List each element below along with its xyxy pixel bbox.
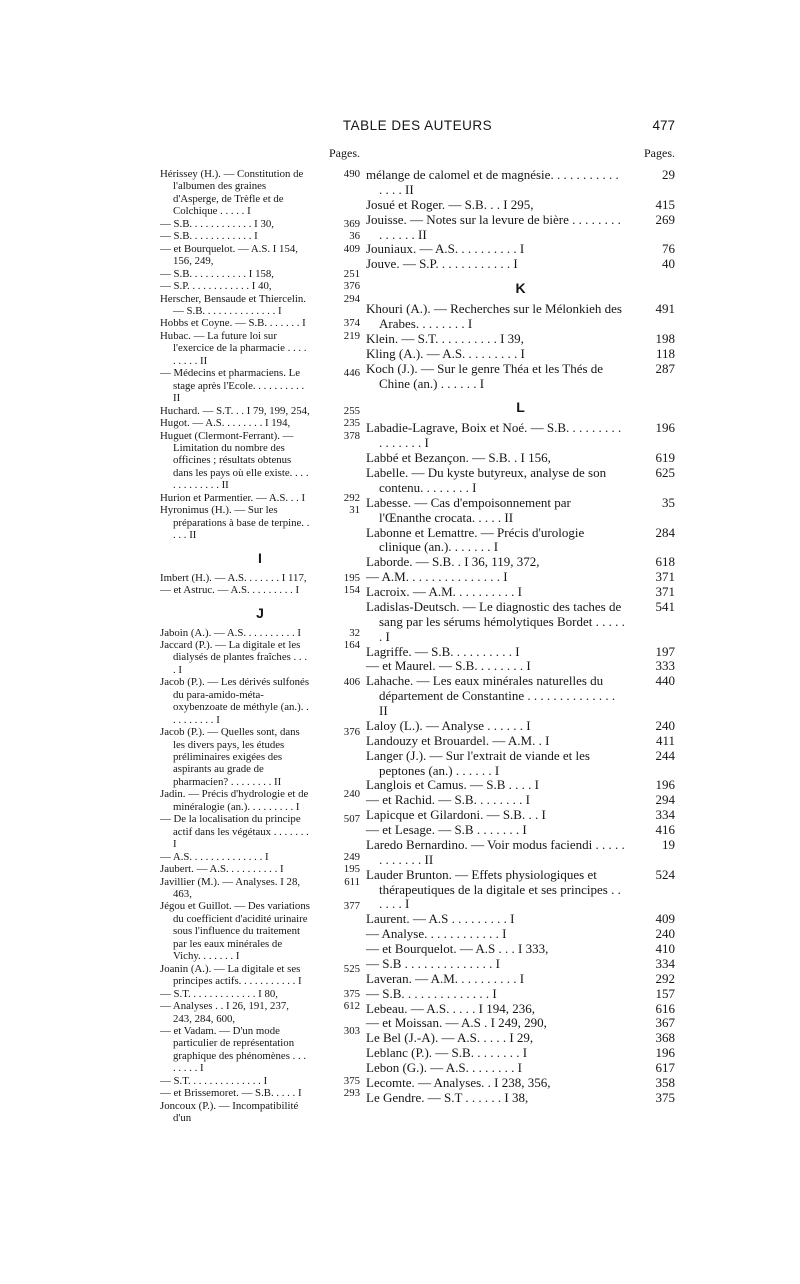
index-entry bbox=[160, 851, 360, 863]
entry-pages: 32 bbox=[349, 626, 360, 639]
entry-pages: 195 bbox=[343, 571, 360, 584]
index-entry bbox=[160, 863, 360, 875]
entry-text: Kling (A.). — A.S. . . . . . . . . I bbox=[366, 345, 525, 361]
index-entry bbox=[160, 280, 360, 292]
entry-pages: 376 bbox=[343, 726, 360, 739]
entry-pages: 617 bbox=[655, 1060, 675, 1075]
entry-pages: 378 bbox=[343, 429, 360, 442]
entry-text: Hérissey (H.). — Constitution de l'albumen des graines d'Asperge, de Trèfle et de Colchique . . . . . I bbox=[160, 168, 307, 218]
entry-pages: 611 bbox=[344, 875, 360, 888]
entry-pages: 411 bbox=[655, 732, 675, 748]
page-number: 477 bbox=[652, 118, 675, 133]
entry-pages: 409 bbox=[655, 911, 675, 927]
index-entry bbox=[160, 988, 360, 1000]
index-entry bbox=[366, 526, 675, 556]
index-entry bbox=[160, 963, 360, 988]
entry-pages: 240 bbox=[343, 788, 360, 801]
section-letter: L bbox=[516, 399, 525, 416]
entry-text: Hurion et Parmentier. — A.S. . . I bbox=[160, 491, 306, 504]
entry-text: Klein. — S.T. . . . . . . . . . I 39, bbox=[366, 330, 524, 346]
entry-text: Laredo Bernardino. — Voir modus faciendi . . . . . . . . . . . . II bbox=[366, 836, 628, 867]
entry-text: Joanin (A.). — La digitale et ses principes actifs. . . . . . . . . . . I bbox=[160, 962, 304, 988]
entry-pages: 374 bbox=[343, 317, 360, 330]
index-entry bbox=[160, 243, 360, 268]
entry-text: — S.B. . . . . . . . . . . . I 30, bbox=[160, 217, 274, 230]
index-entry bbox=[160, 900, 360, 962]
entry-pages: 416 bbox=[655, 822, 675, 837]
page-header bbox=[160, 118, 675, 138]
entry-pages: 269 bbox=[655, 211, 675, 227]
entry-pages: 524 bbox=[655, 866, 675, 882]
entry-text: Labbé et Bezançon. — S.B. . I 156, bbox=[366, 450, 551, 466]
entry-pages: 525 bbox=[343, 962, 360, 975]
entry-pages: 358 bbox=[655, 1074, 675, 1090]
index-entry bbox=[366, 972, 675, 987]
index-entry bbox=[160, 1100, 360, 1125]
entry-pages: 255 bbox=[343, 404, 360, 417]
entry-pages: 293 bbox=[343, 1087, 360, 1100]
entry-text: — A.M. . . . . . . . . . . . . . . I bbox=[366, 569, 508, 585]
entry-pages: 240 bbox=[655, 926, 675, 942]
entry-text: Hugot. — A.S. . . . . . . . I 194, bbox=[160, 417, 291, 430]
index-entry bbox=[160, 584, 360, 596]
index-entry bbox=[160, 405, 360, 417]
entry-text: Labadie-Lagrave, Boix et Noé. — S.B. . . . . . . . . . . . . . . . I bbox=[366, 420, 625, 451]
entry-text: Laloy (L.). — Analyse . . . . . . I bbox=[366, 717, 531, 733]
entry-pages: 415 bbox=[655, 196, 675, 212]
entry-text: Lapicque et Gilardoni. — S.B. . . I bbox=[366, 807, 546, 823]
entry-text: Jouve. — S.P. . . . . . . . . . . . I bbox=[366, 256, 518, 272]
entry-pages: 31 bbox=[349, 504, 360, 517]
entry-text: — S.T. . . . . . . . . . . . . I 80, bbox=[160, 987, 278, 1000]
entry-text: Jaccard (P.). — La digitale et les dialysés de plantes fraîches . . . . I bbox=[160, 638, 310, 676]
entry-pages: 375 bbox=[343, 1074, 360, 1087]
entry-text: — et Astruc. — A.S. . . . . . . . . I bbox=[160, 584, 300, 597]
entry-text: Jouniaux. — A.S. . . . . . . . . . I bbox=[366, 241, 525, 257]
index-entry bbox=[160, 676, 360, 726]
entry-pages: 244 bbox=[655, 747, 675, 763]
entry-pages: 284 bbox=[655, 524, 675, 540]
index-entry bbox=[366, 719, 675, 734]
index-entry bbox=[366, 302, 675, 332]
entry-pages: 377 bbox=[343, 900, 360, 913]
entry-text: — S.B. . . . . . . . . . . I 158, bbox=[160, 267, 274, 280]
entry-pages: 507 bbox=[343, 813, 360, 826]
index-entry bbox=[160, 813, 360, 850]
entry-text: mélange de calomel et de magnésie. . . . . . . . . . . . . . . II bbox=[366, 167, 622, 197]
entry-text: — Analyses . . I 26, 191, 237, 243, 284, 600, bbox=[160, 1000, 292, 1025]
entry-text: Jaboin (A.). — A.S. . . . . . . . . . I bbox=[160, 626, 301, 639]
index-entry bbox=[366, 1076, 675, 1091]
entry-pages: 76 bbox=[662, 241, 675, 257]
entry-pages: 19 bbox=[662, 836, 675, 852]
index-entry bbox=[366, 570, 675, 585]
index-entry bbox=[160, 268, 360, 280]
entry-text: Lebeau. — A.S. . . . . I 194, 236, bbox=[366, 1000, 535, 1016]
entry-text: Lebon (G.). — A.S. . . . . . . . I bbox=[366, 1060, 522, 1075]
entry-pages: 196 bbox=[655, 777, 675, 793]
section-letter: K bbox=[515, 280, 526, 297]
entry-pages: 303 bbox=[343, 1025, 360, 1037]
entry-text: Imbert (H.). — A.S. . . . . . . I 117, bbox=[160, 571, 307, 584]
entry-text: Hubac. — La future loi sur l'exercice de la pharmacie . . . . . . . . . II bbox=[160, 329, 310, 367]
index-entry bbox=[160, 417, 360, 429]
entry-pages: 240 bbox=[655, 717, 675, 733]
entry-pages: 625 bbox=[655, 465, 675, 480]
index-entry bbox=[366, 987, 675, 1002]
entry-pages: 249 bbox=[343, 850, 360, 863]
entry-text: Langlois et Camus. — S.B . . . . I bbox=[366, 777, 539, 793]
entry-text: Jouisse. — Notes sur la levure de bière . . . . . . . . . . . . . . II bbox=[366, 211, 625, 242]
index-entry bbox=[366, 451, 675, 466]
index-entry bbox=[160, 572, 360, 584]
index-entry bbox=[160, 876, 360, 901]
entry-pages: 287 bbox=[655, 360, 675, 376]
entry-text: — S.B . . . . . . . . . . . . . . I bbox=[366, 955, 500, 971]
entry-text: — et Bourquelot. — A.S. I 154, 156, 249, bbox=[160, 242, 301, 268]
index-entry bbox=[160, 492, 360, 504]
entry-text: Laurent. — A.S . . . . . . . . . I bbox=[366, 911, 515, 927]
index-entry bbox=[366, 1091, 675, 1106]
entry-pages: 251 bbox=[343, 267, 360, 280]
entry-pages: 294 bbox=[343, 292, 360, 305]
index-entry bbox=[366, 645, 675, 660]
entry-text: Javillier (M.). — Analyses. I 28, 463, bbox=[160, 875, 303, 901]
entry-pages: 375 bbox=[655, 1089, 675, 1105]
entry-text: Labelle. — Du kyste butyreux, analyse de son contenu. . . . . . . . I bbox=[366, 465, 610, 495]
index-entry bbox=[160, 330, 360, 367]
index-entry bbox=[366, 778, 675, 793]
entry-text: Jacob (P.). — Quelles sont, dans les divers pays, les études préliminaires exigées des aspirants au grade de pharmacien? . . . . . . . . II bbox=[160, 726, 303, 788]
entry-text: Khouri (A.). — Recherches sur le Mélonkieh des Arabes. . . . . . . . I bbox=[366, 301, 625, 331]
index-entry bbox=[366, 600, 675, 645]
index-entry bbox=[366, 257, 675, 272]
index-entry bbox=[160, 317, 360, 329]
index-entry bbox=[366, 957, 675, 972]
entry-pages: 375 bbox=[343, 987, 360, 1000]
entry-text: — A.S. . . . . . . . . . . . . . I bbox=[160, 850, 269, 863]
entry-pages: 40 bbox=[662, 256, 675, 272]
entry-text: Huguet (Clermont-Ferrant). — Limitation du nombre des officines ; résultats obtenus dans les pays où elle existe. . . . . . . . . . . . . II bbox=[160, 429, 312, 492]
entry-pages: 440 bbox=[655, 673, 675, 689]
entry-text: Labonne et Lemattre. — Précis d'urologie clinique (an.). . . . . . . I bbox=[366, 524, 588, 555]
index-entry bbox=[366, 823, 675, 838]
entry-pages: 154 bbox=[343, 584, 360, 597]
index-entry bbox=[366, 198, 675, 213]
entry-text: — S.B. . . . . . . . . . . . I bbox=[160, 230, 258, 243]
entry-pages: 196 bbox=[655, 1045, 675, 1061]
index-entry bbox=[160, 1075, 360, 1087]
entry-text: Labesse. — Cas d'empoisonnement par l'Œnanthe crocata. . . . . II bbox=[366, 494, 575, 525]
entry-pages: 446 bbox=[343, 367, 360, 380]
index-entry bbox=[366, 1002, 675, 1017]
pages-label: Pages. bbox=[644, 146, 675, 160]
entry-text: Lauder Brunton. — Effets physiologiques et thérapeutiques de la digitale et ses principes . . . . . . I bbox=[366, 866, 625, 912]
entry-text: Huchard. — S.T. . . I 79, 199, 254, bbox=[160, 404, 310, 417]
entry-pages: 36 bbox=[349, 230, 360, 243]
entry-pages: 334 bbox=[655, 807, 675, 823]
entry-pages: 367 bbox=[655, 1015, 675, 1031]
index-entry bbox=[366, 213, 675, 243]
entry-pages: 371 bbox=[655, 584, 675, 599]
index-entry bbox=[366, 927, 675, 942]
entry-pages: 371 bbox=[655, 569, 675, 585]
entry-pages: 410 bbox=[655, 941, 675, 956]
entry-text: — Médecins et pharmaciens. Le stage après l'Ecole. . . . . . . . . . II bbox=[160, 367, 307, 405]
entry-text: — et Bourquelot. — A.S . . . I 333, bbox=[366, 941, 549, 956]
entry-text: Landouzy et Brouardel. — A.M. . I bbox=[366, 732, 550, 748]
entry-text: Koch (J.). — Sur le genre Théa et les Thés de Chine (an.) . . . . . . I bbox=[366, 360, 607, 391]
index-entry bbox=[366, 793, 675, 808]
entry-pages: 118 bbox=[655, 345, 675, 361]
index-entry bbox=[160, 1025, 360, 1075]
entry-pages: 195 bbox=[343, 863, 360, 876]
entry-pages: 292 bbox=[343, 491, 360, 504]
entry-text: Jégou et Guillot. — Des variations du coefficient d'acidité urinaire sous l'influence du traitement par les eaux minérales de Vichy. . . . . . . I bbox=[160, 900, 313, 963]
entry-text: Lecomte. — Analyses. . I 238, 356, bbox=[366, 1074, 551, 1090]
index-entry bbox=[366, 942, 675, 957]
entry-text: Jadin. — Précis d'hydrologie et de minéralogie (an.). . . . . . . . . I bbox=[160, 788, 311, 813]
index-entry bbox=[366, 555, 675, 570]
entry-pages: 490 bbox=[343, 168, 360, 180]
entry-pages: 219 bbox=[343, 329, 360, 342]
index-column-left bbox=[160, 146, 360, 1125]
entry-pages: 491 bbox=[655, 301, 675, 317]
index-column-right bbox=[366, 146, 675, 1106]
index-entry bbox=[366, 674, 675, 719]
index-entry bbox=[160, 639, 360, 676]
pages-label: Pages. bbox=[329, 146, 360, 160]
entry-text: — De la localisation du principe actif dans les végétaux . . . . . . . I bbox=[160, 813, 312, 851]
entry-pages: 198 bbox=[655, 330, 675, 346]
entry-text: Laveran. — A.M. . . . . . . . . . I bbox=[366, 970, 525, 986]
entry-text: Lacroix. — A.M. . . . . . . . . . I bbox=[366, 584, 522, 599]
index-entry bbox=[366, 496, 675, 526]
entry-text: — S.T. . . . . . . . . . . . . . I bbox=[160, 1074, 268, 1087]
entry-pages: 612 bbox=[343, 1000, 360, 1013]
running-title: TABLE DES AUTEURS bbox=[342, 118, 493, 133]
entry-text: — et Rachid. — S.B. . . . . . . . I bbox=[366, 792, 530, 808]
entry-pages: 368 bbox=[655, 1030, 675, 1046]
index-entry bbox=[366, 347, 675, 362]
entry-text: Laborde. — S.B. . I 36, 119, 372, bbox=[366, 554, 540, 570]
entry-pages: 334 bbox=[655, 955, 675, 971]
section-letter: J bbox=[256, 604, 264, 621]
entry-pages: 619 bbox=[655, 450, 675, 466]
index-entry bbox=[160, 726, 360, 788]
entry-pages: 235 bbox=[343, 417, 360, 430]
index-entry bbox=[366, 466, 675, 496]
entry-pages: 29 bbox=[662, 167, 675, 182]
index-entry bbox=[366, 734, 675, 749]
index-entry bbox=[160, 627, 360, 639]
index-entry bbox=[366, 332, 675, 347]
entry-pages: 541 bbox=[655, 598, 675, 614]
index-entry bbox=[366, 242, 675, 257]
index-entry bbox=[366, 585, 675, 600]
entry-text: Jaubert. — A.S. . . . . . . . . . I bbox=[160, 863, 284, 876]
index-entry bbox=[160, 230, 360, 242]
entry-pages: 616 bbox=[655, 1000, 675, 1016]
entry-text: Joncoux (P.). — Incompatibilité d'un bbox=[160, 1099, 301, 1125]
entry-text: — et Maurel. — S.B. . . . . . . . I bbox=[366, 658, 531, 674]
index-entry bbox=[366, 838, 675, 868]
index-entry bbox=[366, 1031, 675, 1046]
entry-text: Hyronimus (H.). — Sur les préparations à base de terpine. . . . . II bbox=[160, 504, 313, 542]
entry-text: — et Brissemoret. — S.B. . . . . I bbox=[160, 1087, 302, 1100]
entry-text: Herscher, Bensaude et Thiercelin. — S.B. . . . . . . . . . . . . . I bbox=[160, 292, 309, 317]
entry-text: Le Gendre. — S.T . . . . . . I 38, bbox=[366, 1089, 529, 1105]
entry-text: Ladislas-Deutsch. — Le diagnostic des taches de sang par les sérums hémolytiques Bordet . . . . . . I bbox=[366, 598, 629, 644]
entry-text: — et Vadam. — D'un mode particulier de représentation graphique des phénomènes . . . . . . . . I bbox=[160, 1025, 309, 1075]
index-entry bbox=[160, 504, 360, 541]
entry-pages: 196 bbox=[655, 420, 675, 436]
index-entry bbox=[366, 868, 675, 913]
index-entry bbox=[366, 808, 675, 823]
entry-pages: 164 bbox=[343, 638, 360, 651]
index-entry bbox=[366, 168, 675, 198]
index-entry bbox=[366, 749, 675, 779]
entry-pages: 197 bbox=[655, 643, 675, 659]
entry-pages: 406 bbox=[343, 676, 360, 689]
entry-text: Le Bel (J.-A). — A.S. . . . . I 29, bbox=[366, 1030, 534, 1046]
index-entry bbox=[366, 362, 675, 392]
entry-text: Lahache. — Les eaux minérales naturelles du département de Constantine . . . . . . . . . . . . . . II bbox=[366, 673, 619, 718]
index-entry bbox=[160, 218, 360, 230]
index-entry bbox=[366, 1016, 675, 1031]
entry-pages: 369 bbox=[343, 217, 360, 230]
index-entry bbox=[366, 1046, 675, 1061]
index-entry bbox=[160, 1000, 360, 1025]
index-entry bbox=[366, 421, 675, 451]
index-entry bbox=[366, 659, 675, 674]
entry-text: — S.B. . . . . . . . . . . . . . I bbox=[366, 985, 497, 1001]
entry-pages: 333 bbox=[655, 658, 675, 674]
entry-text: Leblanc (P.). — S.B. . . . . . . . I bbox=[366, 1045, 528, 1061]
index-entry bbox=[160, 430, 360, 492]
index-entry bbox=[366, 1061, 675, 1076]
entry-pages: 292 bbox=[655, 970, 675, 986]
index-entry bbox=[160, 788, 360, 813]
entry-text: Langer (J.). — Sur l'extrait de viande et les peptones (an.) . . . . . . I bbox=[366, 747, 594, 778]
entry-pages: 376 bbox=[343, 280, 360, 293]
index-entry bbox=[366, 912, 675, 927]
entry-pages: 294 bbox=[655, 792, 675, 808]
entry-text: Jacob (P.). — Les dérivés sulfonés du para-amido-méta-oxybenzoate de méthyle (an.). . . . . . . . . . I bbox=[160, 676, 312, 726]
entry-text: — Analyse. . . . . . . . . . . . I bbox=[366, 926, 507, 942]
index-entry bbox=[160, 293, 360, 318]
entry-pages: 409 bbox=[343, 242, 360, 255]
entry-text: — et Moissan. — A.S . I 249, 290, bbox=[366, 1015, 547, 1031]
entry-pages: 618 bbox=[655, 554, 675, 570]
entry-text: Josué et Roger. — S.B. . . I 295, bbox=[366, 196, 534, 212]
entry-text: Hobbs et Coyne. — S.B. . . . . . . I bbox=[160, 317, 306, 330]
entry-pages: 157 bbox=[655, 985, 675, 1001]
section-letter: I bbox=[258, 549, 262, 566]
index-entry bbox=[160, 168, 360, 218]
index-entry bbox=[160, 367, 360, 404]
entry-pages: 35 bbox=[662, 494, 675, 510]
entry-text: — S.P. . . . . . . . . . . . I 40, bbox=[160, 280, 272, 293]
index-entry bbox=[160, 1087, 360, 1099]
entry-text: — et Lesage. — S.B . . . . . . . I bbox=[366, 822, 527, 837]
entry-text: Lagriffe. — S.B. . . . . . . . . . I bbox=[366, 643, 520, 659]
